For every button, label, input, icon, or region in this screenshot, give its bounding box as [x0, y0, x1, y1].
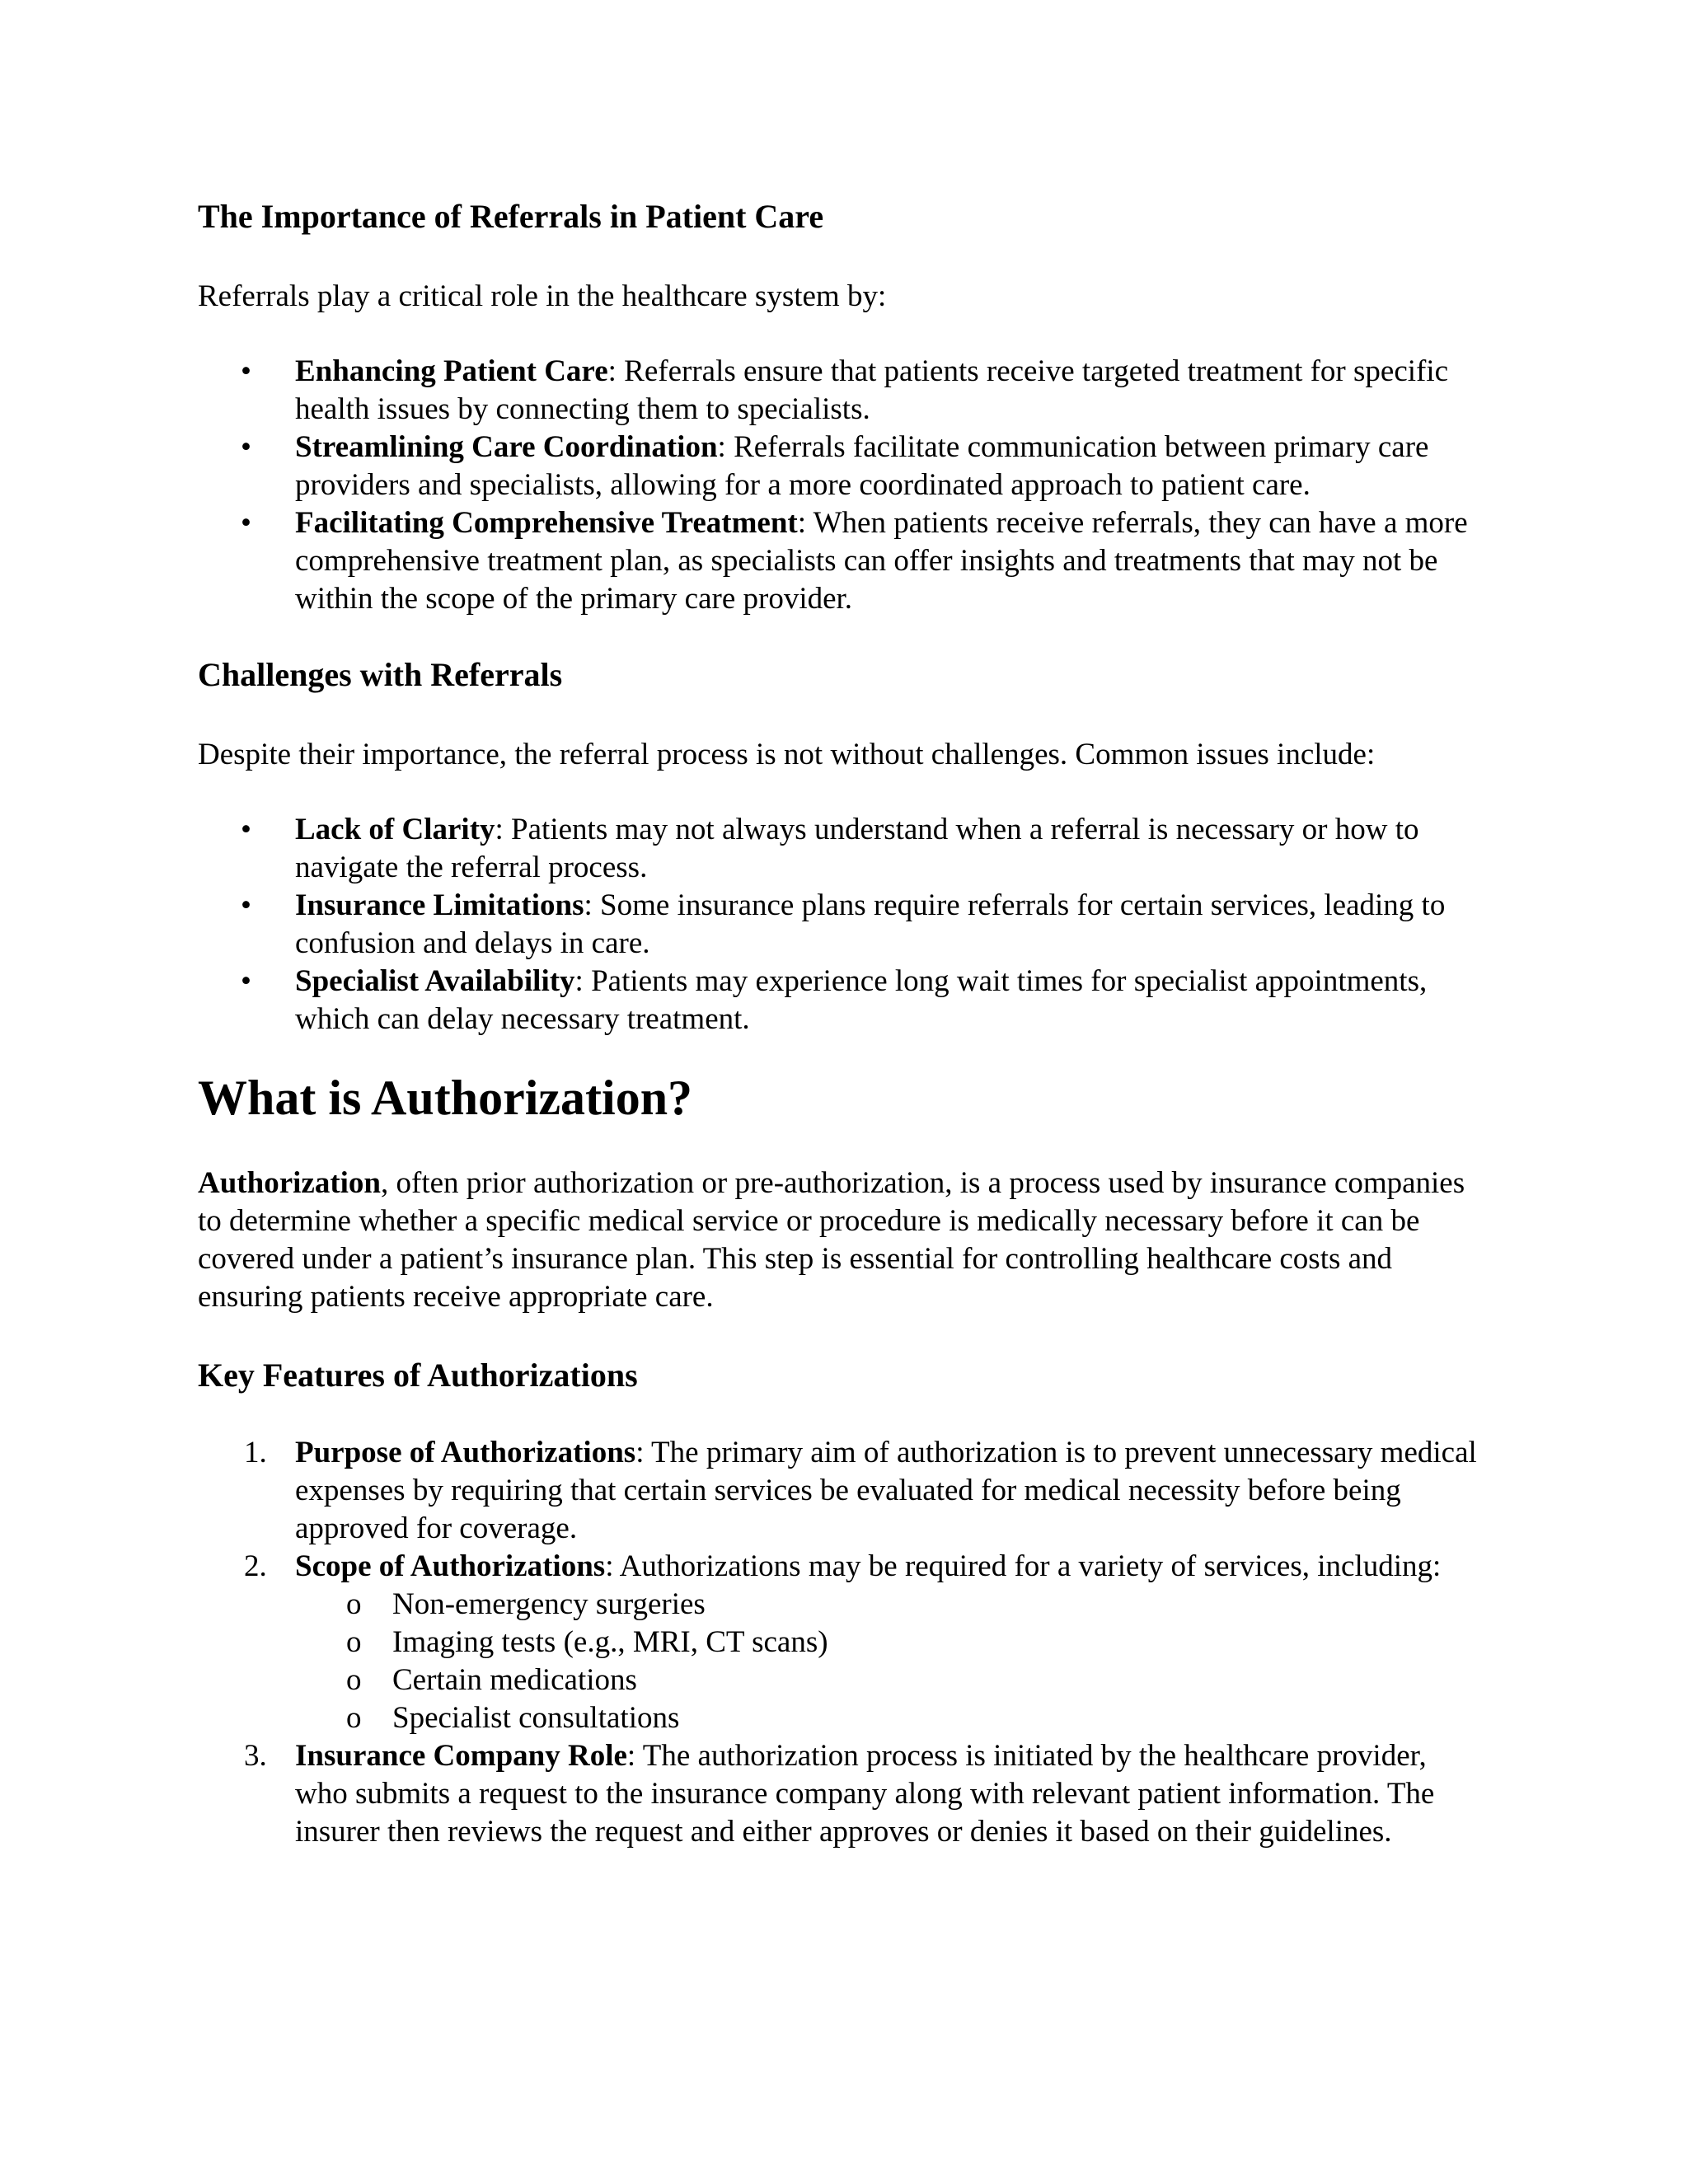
list-item	[198, 963, 1484, 1038]
item-term: Purpose of Authorizations	[295, 1436, 636, 1469]
item-text: : When patients receive referrals, they can have a more comprehensive treatment plan, as specialists can offer insights and treatments that may not be within the scope of the primary care provider.	[295, 506, 1468, 616]
item-text: : Patients may experience long wait times for specialist appointments, which can delay necessary treatment.	[295, 964, 1428, 1036]
list-item	[198, 1737, 1484, 1851]
list-item	[198, 887, 1484, 963]
item-text: : Referrals ensure that patients receive targeted treatment for specific health issues by connecting them to specialists.	[295, 354, 1449, 426]
list-item	[198, 1434, 1484, 1548]
item-text: : The primary aim of authorization is to prevent unnecessary medical expenses by requiring that certain services be evaluated for medical necessity before being approved for coverage.	[295, 1436, 1477, 1545]
item-term: Lack of Clarity	[295, 813, 495, 846]
item-term: Specialist Availability	[295, 964, 575, 998]
authorization-text: , often prior authorization or pre-authorization, is a process used by insurance companies to determine whether a specific medical service or procedure is medically necessary before it can be covered under a patient’s insurance plan. This step is essential for controlling healthcare costs and ensuring patients receive appropriate care.	[198, 1166, 1465, 1314]
item-term: Insurance Company Role	[295, 1739, 627, 1773]
item-term: Streamlining Care Coordination	[295, 430, 718, 464]
sub-bullet-icon: o	[346, 1625, 362, 1659]
sub-bullet-icon: o	[346, 1701, 362, 1735]
item-term: Scope of Authorizations	[295, 1549, 606, 1583]
bullet-icon: •	[241, 888, 251, 922]
sub-list-item	[295, 1624, 1484, 1661]
challenges-intro: Despite their importance, the referral process is not without challenges. Common issues include:	[198, 738, 1376, 771]
sub-list-item	[295, 1586, 1484, 1624]
referrals-heading: The Importance of Referrals in Patient Care	[198, 198, 824, 235]
scope-sublist	[295, 1586, 1484, 1737]
sub-bullet-icon: o	[346, 1587, 362, 1621]
challenges-list	[198, 811, 1484, 1038]
authorization-term: Authorization	[198, 1166, 381, 1200]
sub-item-text: Non-emergency surgeries	[392, 1587, 706, 1621]
referrals-list	[198, 353, 1484, 618]
bullet-icon: •	[241, 430, 251, 464]
sub-item-text: Specialist consultations	[392, 1701, 680, 1735]
bullet-icon: •	[241, 354, 251, 388]
authorization-heading: What is Authorization?	[198, 1071, 693, 1125]
item-term: Facilitating Comprehensive Treatment	[295, 506, 798, 540]
item-text: : Authorizations may be required for a variety of services, including:	[605, 1549, 1442, 1583]
sub-item-text: Imaging tests (e.g., MRI, CT scans)	[392, 1625, 828, 1659]
list-item	[198, 504, 1484, 618]
sub-bullet-icon: o	[346, 1663, 362, 1697]
list-item	[198, 811, 1484, 887]
item-number: 3.	[244, 1739, 267, 1773]
item-text: : Patients may not always understand when a referral is necessary or how to navigate the referral process.	[295, 813, 1419, 884]
bullet-icon: •	[241, 964, 251, 998]
item-text: : The authorization process is initiated by the healthcare provider, who submits a request to the insurance company along with relevant patient information. The insurer then reviews the request and either approves or denies it based on their guidelines.	[295, 1739, 1435, 1849]
list-item	[198, 429, 1484, 504]
item-number: 1.	[244, 1436, 267, 1469]
features-list	[198, 1434, 1484, 1851]
list-item	[198, 353, 1484, 429]
item-term: Enhancing Patient Care	[295, 354, 608, 388]
features-heading: Key Features of Authorizations	[198, 1357, 638, 1394]
item-text: : Some insurance plans require referrals for certain services, leading to confusion and delays in care.	[295, 888, 1446, 960]
item-text: : Referrals facilitate communication between primary care providers and specialists, allowing for a more coordinated approach to patient care.	[295, 430, 1429, 502]
sub-list-item	[295, 1699, 1484, 1737]
bullet-icon: •	[241, 506, 251, 540]
item-term: Insurance Limitations	[295, 888, 584, 922]
referrals-intro: Referrals play a critical role in the healthcare system by:	[198, 279, 887, 313]
bullet-icon: •	[241, 813, 251, 846]
list-item	[198, 1548, 1484, 1737]
challenges-heading: Challenges with Referrals	[198, 656, 563, 693]
item-number: 2.	[244, 1549, 267, 1583]
sub-item-text: Certain medications	[392, 1663, 637, 1697]
authorization-paragraph	[198, 1165, 1484, 1316]
sub-list-item	[295, 1661, 1484, 1699]
